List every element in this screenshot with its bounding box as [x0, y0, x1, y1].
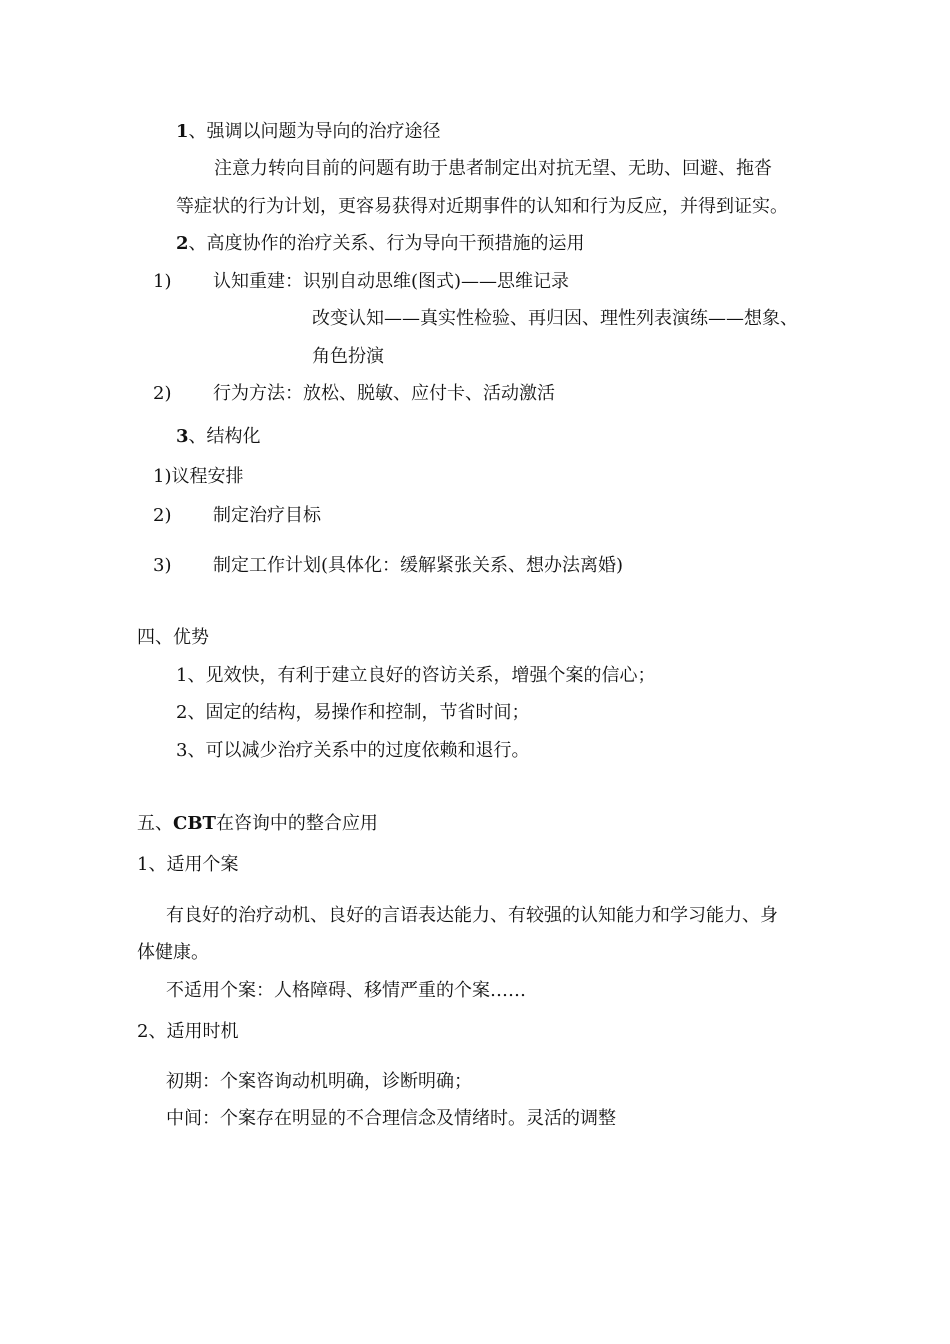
- item-3-sub-2-number: 2): [153, 505, 172, 526]
- item-1-title: 、强调以问题为导向的治疗途径: [188, 121, 441, 142]
- section-4-item-2: 2、固定的结构，易操作和控制，节省时间；: [176, 702, 530, 723]
- item-1-paragraph-line-2: 等症状的行为计划，更容易获得对近期事件的认知和行为反应，并得到证实。: [176, 196, 788, 217]
- section-5-heading-bold: CBT: [173, 813, 216, 834]
- item-3-heading: [176, 425, 261, 449]
- item-3-title: 、结构化: [188, 426, 261, 447]
- section-5-sub-1-paragraph-line-1: 有良好的治疗动机、良好的言语表达能力、有较强的认知能力和学习能力、身: [166, 905, 778, 926]
- section-4-item-3: 3、可以减少治疗关系中的过度依赖和退行。: [176, 740, 530, 761]
- item-3-sub-1: 1)议程安排: [153, 466, 244, 487]
- section-5-heading: [137, 812, 378, 836]
- item-1-number: 1: [176, 121, 189, 142]
- item-2-sub-2-text: 行为方法：放松、脱敏、应付卡、活动激活: [213, 383, 555, 404]
- item-2-number: 2: [176, 233, 189, 254]
- item-2-sub-1-continuation-2: 角色扮演: [312, 346, 384, 367]
- item-3-sub-3: [153, 554, 623, 578]
- item-3-sub-2-text: 制定治疗目标: [213, 505, 321, 526]
- section-5-heading-suffix: 在咨询中的整合应用: [215, 813, 378, 834]
- item-2-heading: [176, 232, 585, 256]
- section-5-sub-1-heading: 1、适用个案: [137, 854, 239, 875]
- item-3-sub-3-number: 3): [153, 555, 172, 576]
- item-2-sub-2-number: 2): [153, 383, 172, 404]
- item-2-sub-1-number: 1): [153, 271, 172, 292]
- section-5-sub-1-not-suitable: 不适用个案：人格障碍、移情严重的个案……: [166, 980, 526, 1001]
- item-3-sub-3-text: 制定工作计划(具体化：缓解紧张关系、想办法离婚): [213, 555, 624, 576]
- item-2-sub-1-text: 认知重建：识别自动思维(图式)——思维记录: [213, 271, 570, 292]
- item-3-number: 3: [176, 426, 189, 447]
- item-2-sub-2: [153, 382, 555, 406]
- item-2-sub-1: [153, 270, 569, 294]
- item-1-paragraph-line-1: 注意力转向目前的问题有助于患者制定出对抗无望、无助、回避、拖沓: [214, 158, 772, 179]
- section-4-item-1: 1、见效快，有利于建立良好的咨访关系，增强个案的信心；: [176, 665, 656, 686]
- section-5-sub-1-paragraph-line-2: 体健康。: [137, 942, 209, 963]
- item-1-heading: [176, 120, 441, 144]
- section-4-heading: 四、优势: [137, 627, 209, 648]
- item-3-sub-2: [153, 504, 321, 528]
- section-5-sub-2-early: 初期：个案咨询动机明确，诊断明确；: [166, 1071, 472, 1092]
- section-5-heading-prefix: 五、: [137, 813, 173, 834]
- section-5-sub-2-heading: 2、适用时机: [137, 1021, 239, 1042]
- item-2-title: 、高度协作的治疗关系、行为导向干预措施的运用: [188, 233, 585, 254]
- section-5-sub-2-middle: 中间：个案存在明显的不合理信念及情绪时。灵活的调整: [166, 1108, 616, 1129]
- item-2-sub-1-continuation-1: 改变认知——真实性检验、再归因、理性列表演练——想象、: [312, 308, 798, 329]
